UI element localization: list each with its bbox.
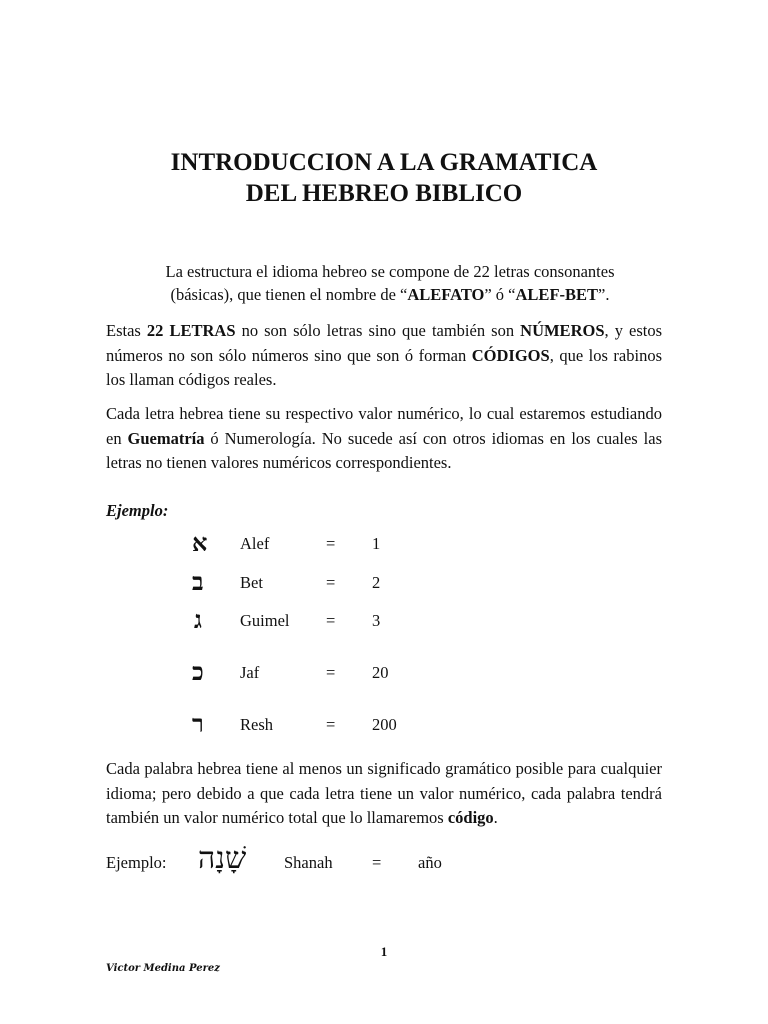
- letter-row: [0, 605, 768, 638]
- intro-text: ” ó “: [484, 285, 516, 304]
- letter-row: [0, 657, 768, 690]
- hebrew-letter-glyph: א: [192, 528, 208, 557]
- letter-value: 3: [372, 611, 381, 630]
- hebrew-word-shanah: שָׁנָה: [198, 841, 247, 876]
- paragraph-guematria: [106, 402, 662, 476]
- equals-sign: =: [326, 715, 336, 734]
- letter-value: 20: [372, 663, 389, 682]
- page-number: 1: [380, 944, 388, 959]
- letter-name: Bet: [240, 573, 263, 592]
- para-text: .: [493, 808, 498, 827]
- para-bold: código: [447, 808, 494, 827]
- para-bold: Guematría: [127, 428, 205, 448]
- example-label: Ejemplo:: [106, 853, 167, 872]
- hebrew-letter-glyph: כ: [192, 657, 204, 686]
- para-text: no son sólo letras sino que también son: [235, 321, 521, 340]
- para-text: Estas: [106, 321, 147, 340]
- letter-value: 200: [372, 715, 397, 734]
- letter-row: [0, 709, 768, 742]
- equals-sign: =: [326, 611, 336, 630]
- example-shanah-row: [0, 842, 768, 882]
- intro-paragraph: [140, 260, 640, 306]
- para-bold: 22 LETRAS: [146, 321, 236, 340]
- letter-value: 2: [372, 573, 381, 592]
- title-line-1: INTRODUCCION A LA GRAMATICA: [170, 149, 598, 176]
- hebrew-letter-glyph: ר: [192, 709, 204, 738]
- letter-name: Resh: [240, 715, 273, 734]
- intro-text: La estructura el idioma hebreo se compone de 22 letras consonantes (básicas), que tienen el nombre de “: [165, 262, 615, 304]
- intro-text: ”.: [598, 285, 610, 304]
- intro-bold-alefato: ALEFATO: [407, 285, 485, 304]
- para-text: ó Numerología. No sucede así con otros idiomas en los cuales las letras no tienen valores numéricos correspondientes.: [106, 428, 662, 472]
- letter-value: 1: [372, 534, 381, 553]
- letter-row: [0, 567, 768, 600]
- para-text: , y estos números no son sólo números sino que son ó forman: [106, 321, 663, 365]
- letter-name: Jaf: [240, 663, 260, 682]
- para-bold: CÓDIGOS: [471, 345, 550, 365]
- author-footer: Victor Medina Perez: [106, 963, 220, 974]
- equals-sign: =: [372, 853, 382, 872]
- letter-row: [0, 528, 768, 561]
- equals-sign: =: [326, 573, 336, 592]
- intro-bold-alef-bet: ALEF-BET: [515, 285, 599, 304]
- para-bold: NÚMEROS: [520, 321, 605, 340]
- para-text: Cada palabra hebrea tiene al menos un significado gramático posible para cualquier idioma; pero debido a que cada letra tiene un valor numérico, cada palabra tendrá también un valor numérico total que lo llamaremos: [106, 759, 662, 827]
- para-text: Cada letra hebrea tiene su respectivo valor numérico, lo cual estaremos estudiando en: [106, 404, 662, 448]
- equals-sign: =: [326, 663, 336, 682]
- title-line-2: DEL HEBREO BIBLICO: [245, 180, 523, 207]
- translation: año: [418, 853, 442, 872]
- equals-sign: =: [326, 534, 336, 553]
- letter-name: Guimel: [240, 611, 290, 630]
- letter-name: Alef: [240, 534, 270, 553]
- hebrew-letter-glyph: ב: [192, 567, 204, 596]
- paragraph-codigo: [106, 757, 662, 831]
- transliteration: Shanah: [284, 853, 333, 872]
- example-heading: Ejemplo:: [106, 501, 169, 520]
- paragraph-letters-numbers: [106, 319, 662, 393]
- hebrew-letter-glyph: ג: [194, 605, 202, 634]
- para-text: , que los rabinos los llaman códigos reales.: [106, 345, 662, 389]
